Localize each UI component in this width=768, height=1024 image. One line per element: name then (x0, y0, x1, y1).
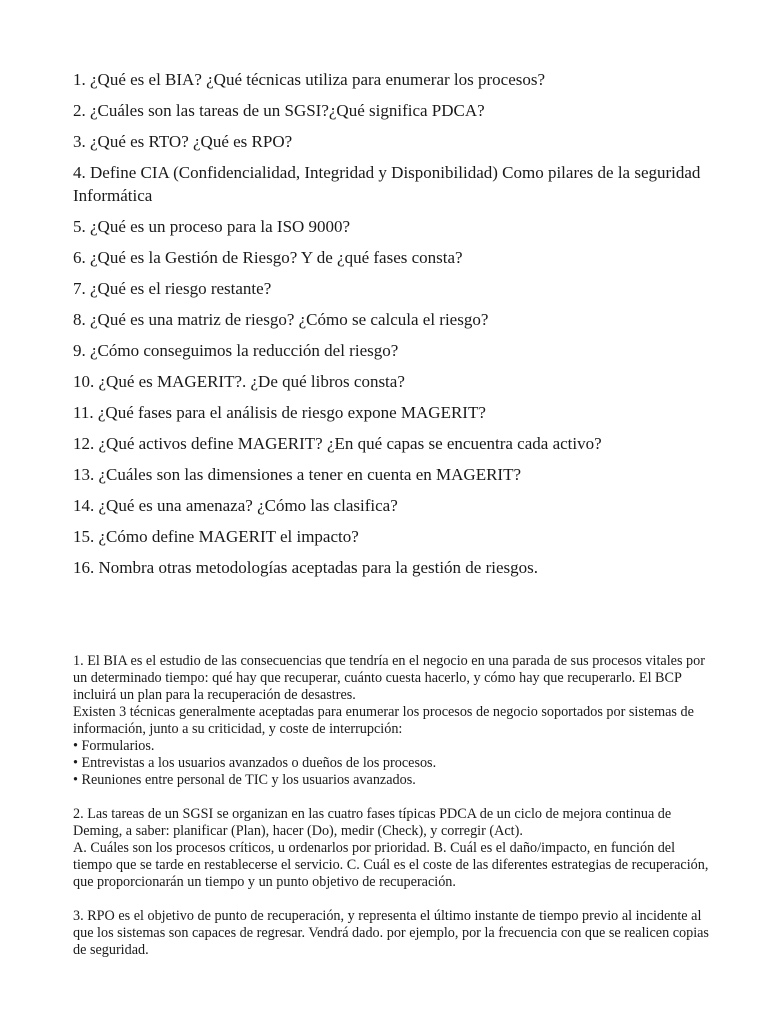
answer-3-rpo: 3. RPO es el objetivo de punto de recuperación, y representa el último instante de tiempo previo al incidente al que los sistemas son capaces de regresar. Vendrá dado. por ejemplo, por la frecuencia con que se realicen copias de seguridad. (73, 908, 709, 958)
answer-2 (73, 806, 713, 891)
answer-1-techniques: Existen 3 técnicas generalmente aceptadas para enumerar los procesos de negocio soportados por sistemas de información, junto a su criticidad, y coste de interrupción: (73, 704, 694, 737)
question-7: 7. ¿Qué es el riesgo restante? (73, 279, 272, 298)
questions-list (73, 68, 713, 587)
answer-2-pdca: 2. Las tareas de un SGSI se organizan en las cuatro fases típicas PDCA de un ciclo de mejora continua de Deming, a saber: planificar (Plan), hacer (Do), medir (Check), y corregir (Act). (73, 806, 672, 839)
question-10: 10. ¿Qué es MAGERIT?. ¿De qué libros consta? (73, 372, 405, 391)
answers-section (73, 653, 713, 976)
question-14: 14. ¿Qué es una amenaza? ¿Cómo las clasifica? (73, 496, 398, 515)
question-6: 6. ¿Qué es la Gestión de Riesgo? Y de ¿qué fases consta? (73, 248, 463, 267)
question-1: 1. ¿Qué es el BIA? ¿Qué técnicas utiliza para enumerar los procesos? (73, 70, 546, 89)
question-2: 2. ¿Cuáles son las tareas de un SGSI?¿Qué significa PDCA? (73, 101, 485, 120)
answer-1-intro: 1. El BIA es el estudio de las consecuencias que tendría en el negocio en una parada de sus procesos vitales por un determinado tiempo: qué hay que recuperar, cuánto cuesta hacerlo, y cómo hay que recuperarlo. El BCP incluirá un plan para la recuperación de desastres. (73, 653, 705, 703)
answer-2-abc: A. Cuáles son los procesos críticos, u ordenarlos por prioridad. B. Cuál es el daño/impacto, en función del tiempo que se tarde en restablecerse el servicio. C. Cuál es el coste de las diferentes estrategias de recuperación, que proporcionarán un tiempo y un punto objetivo de recuperación. (73, 840, 709, 890)
question-4: 4. Define CIA (Confidencialidad, Integridad y Disponibilidad) Como pilares de la seguridad Informática (73, 163, 701, 205)
question-3: 3. ¿Qué es RTO? ¿Qué es RPO? (73, 132, 293, 151)
question-16: 16. Nombra otras metodologías aceptadas para la gestión de riesgos. (73, 558, 539, 577)
question-11: 11. ¿Qué fases para el análisis de riesgo expone MAGERIT? (73, 403, 486, 422)
answer-1-bullet-forms: • Formularios. (73, 738, 155, 754)
answer-1-bullet-interviews: • Entrevistas a los usuarios avanzados o dueños de los procesos. (73, 755, 437, 771)
answer-3 (73, 908, 713, 959)
question-9: 9. ¿Cómo conseguimos la reducción del riesgo? (73, 341, 399, 360)
question-5: 5. ¿Qué es un proceso para la ISO 9000? (73, 217, 351, 236)
question-8: 8. ¿Qué es una matriz de riesgo? ¿Cómo se calcula el riesgo? (73, 310, 489, 329)
question-15: 15. ¿Cómo define MAGERIT el impacto? (73, 527, 359, 546)
answer-1 (73, 653, 713, 789)
answer-1-bullet-meetings: • Reuniones entre personal de TIC y los usuarios avanzados. (73, 772, 416, 788)
question-12: 12. ¿Qué activos define MAGERIT? ¿En qué capas se encuentra cada activo? (73, 434, 602, 453)
question-13: 13. ¿Cuáles son las dimensiones a tener en cuenta en MAGERIT? (73, 465, 522, 484)
